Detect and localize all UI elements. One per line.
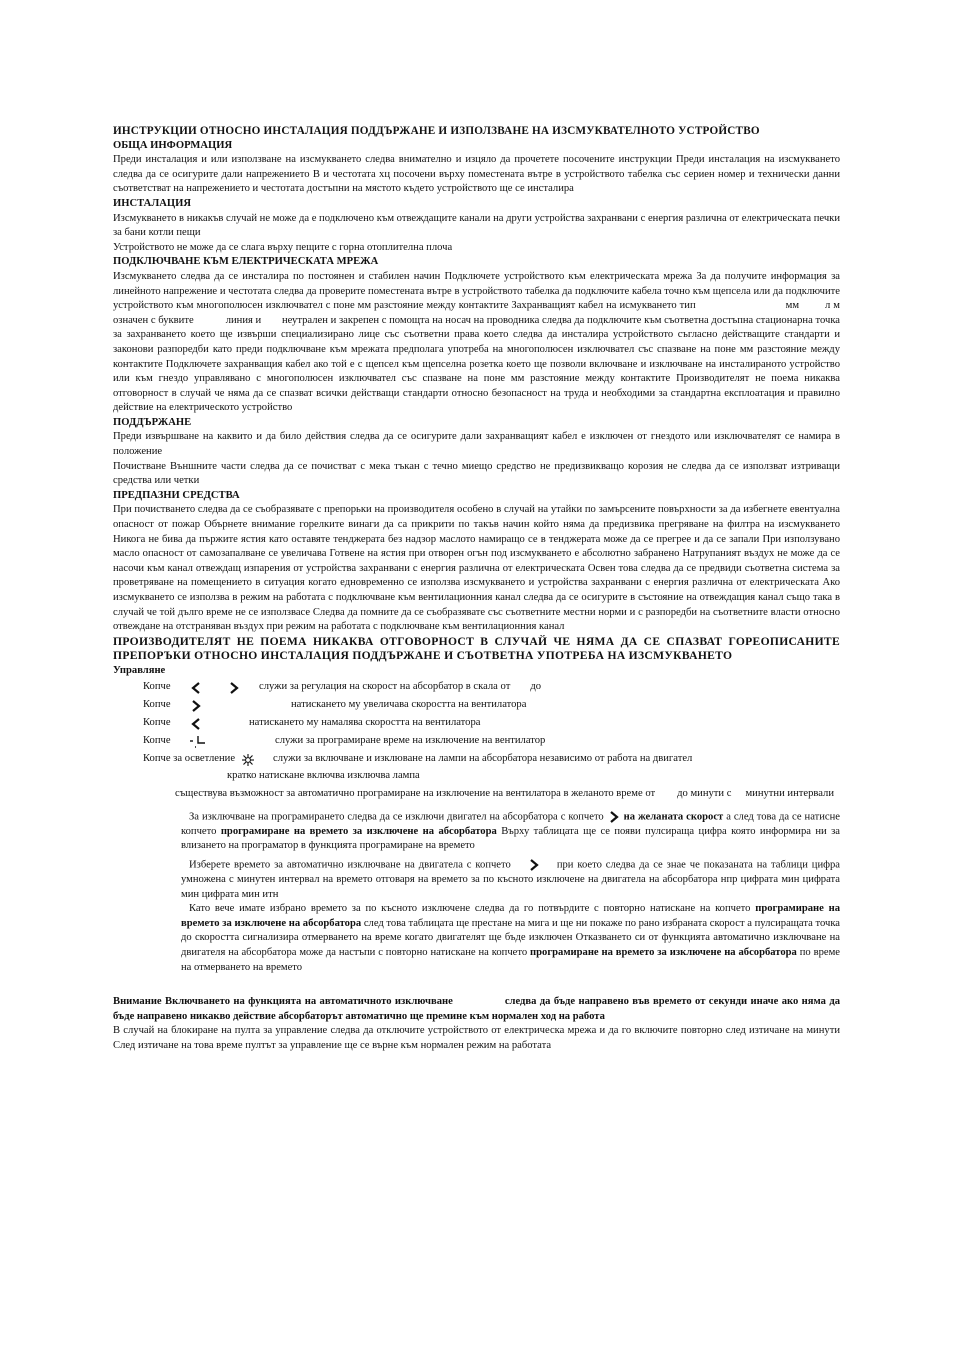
- control-row-increase: [143, 697, 840, 715]
- button-label: Копче: [143, 699, 171, 711]
- electric-text-b: мм: [785, 300, 800, 312]
- reset-text: В случай на блокиране на пулта за управление следва да отключите устройството от електрическа мрежа и да го включите повторно след изтичане на минути След изтичане на това време пултът за управление ще се върне към нормален режим на работата: [113, 1025, 840, 1051]
- spacer: [113, 975, 840, 995]
- step2-a: Изберете времето за автоматично изключване на двигатела с копчето: [189, 859, 511, 871]
- step3-b: програмиране на времето за изключене на абсорбатора: [181, 903, 840, 929]
- chevron-left-icon: [189, 717, 203, 731]
- chevron-right-icon: [607, 810, 621, 824]
- chevron-right-icon: [527, 858, 541, 872]
- general-info-text: Преди инсталация и или използване на изсмукването следва внимателно и изцяло да прочетете посочените инструкции Преди инсталация на изсмукването следва да се осигурите дали напрежението В и честотата хц посочени върху поместената вътре в устройството табелка със сериен номер и технически данни съответстват на напрежението и честотата достъпни на мястото където устройството ще се инсталира: [113, 154, 840, 195]
- light-desc: служи за включване и изклюване на лампи на абсорбатора независимо от работа на двигател: [273, 753, 693, 765]
- timer-intro-d: минутни интервали: [745, 788, 834, 800]
- step1-a: За изключване на програмирането следва да се изключи двигател на абсорбатора с копчето: [189, 811, 604, 823]
- precautions-text: При почистването следва да се съобразявате с препорьки на производителя особено в случай на утайки по замърсените повърхности за да избегнете евентуална опасност от пожар Обърнете внимание горелките винаги да са прикрити по такъв начин който няма да предизвика прегряване на филтра на изсмукването Никога не бива да пържите ястия като оставяте тенджерата без надзор маслото намиращо се в тенджерата може да се прегрее и да се запали При използувано масло опасност от самозапалване се увеличава Готвене на ястия при отворен огън под изсмукването е абсолютно забранено Натрупаният въздух не може да се насочи към канал отвеждащ изпарения от устройства захранвани с енергия различна от електрическата Освен това следва да се предвиди съответна система за проветряване на помещението в ситуация когато едновременно се използва изсмукването и устройства захранвани с енергия различна от електрическата Ако изсмукването се използва в режим на работата с подключване към вентилационния канал следва да се осигурите в състояние на отвеждащия канал също така в случай че той дълго време не се използвасе Следва да помните да се съобразявате със съответните местни норми и с разпоредби на съответните власти относно отвеждане на отстраняван въздух при режим на работата с подключване към вентилационния канал: [113, 504, 840, 633]
- button-label: Копче: [143, 735, 171, 747]
- step3-e: по време на отмерването на времето: [181, 946, 840, 973]
- step3-a: Като вече имате избрано времето за по късното изключене следва да го потвърдите с повторно натискане на копчето: [189, 903, 751, 915]
- chevron-right-icon: [227, 681, 241, 695]
- timer-intro-c: минути с: [690, 788, 732, 800]
- general-info-heading: ОБЩА ИНФОРМАЦИЯ: [113, 139, 233, 151]
- timer-step-3: [181, 902, 840, 975]
- document-title: ИНСТРУКЦИИ ОТНОСНО ИНСТАЛАЦИЯ ПОДДЪРЖАНЕ И ИЗПОЛЗВАНЕ НА ИЗСМУКВАТЕЛНОТО УСТРОЙСТВО: [113, 125, 760, 137]
- step3-d: програмиране на времето за изключене на абсорбатора: [530, 946, 797, 958]
- timer-step-1: [181, 810, 840, 854]
- control-row-light: [143, 751, 840, 769]
- control-row-timer: [143, 733, 840, 751]
- timer-intro-b: до: [677, 788, 688, 800]
- control-row-decrease: [143, 715, 840, 733]
- button-label: Копче: [143, 681, 171, 693]
- installation-text-2: Устройството не може да се слага върху пещите с горна отоплителна плоча: [113, 241, 453, 253]
- step3-c: след това таблицата ще престане на мига и ще ни покаже по рано избраната скорост а пулсиращата точка до скоростта сигнализира отмерването на време когато двигателят ще бъде изключен Отказването си от функцията автоматично изключване на двигателя на абсорбатора може да настъпи с повторно натискане на копчето: [181, 917, 841, 958]
- maintenance-text-1: Преди извършване на каквито и да било действия следва да се осигурите дали захранващият кабел е изключен от гнездото или изключвателят се намира в положение: [113, 431, 840, 458]
- control-desc: служи за регулация на скорост на абсорбатор в скала от: [259, 681, 511, 693]
- attention-text-a: Внимание Включването на функцията на автоматичното изключване: [113, 996, 453, 1008]
- step1-e: Върху таблицата ще се появи пулсираща цифра която информира ни за влизането на програматор в функцията програмиране на времето: [181, 825, 840, 852]
- timer-intro: [143, 787, 840, 802]
- light-button-label: Копче за осветление: [143, 753, 236, 765]
- step1-d: програмиране на времето за изключене на абсорбатора: [220, 825, 497, 837]
- attention-text: [113, 995, 840, 1024]
- timer-intro-a: съществува възможност за автоматично програмиране на изключение на вентилатора в желаното време от: [175, 788, 656, 800]
- electric-text-a: Изсмукването следва да се инсталира по постоянен и стабилен начин Подключете устройството към електрическата мрежа За да получите информация за линейното напрежение и честотата следва да проверите поместената вътре в устройството табелка да подключите кабела точно към щепсела или да подключите устройството към многополюсен изключвател с поне мм разстояние между контактите Захранващият кабел на исмукването тип: [113, 270, 840, 312]
- light-desc-2: кратко натискане включва изключва лампа: [227, 769, 420, 781]
- electric-heading: ПОДКЛЮЧВАНЕ КЪМ ЕЛЕКТРИЧЕСКАТА МРЕЖА: [113, 256, 379, 268]
- electric-text: [113, 270, 840, 416]
- maintenance-text-2: Почистване Външните части следва да се почистват с мека тъкан с течно миещо средство не предизвикващо корозия не следва да се използват изтриващи средства или четки: [113, 460, 840, 487]
- electric-text-c: л м означен с буквите: [113, 300, 840, 326]
- control-desc: натискането му увеличава скоростта на вентилатора: [291, 699, 527, 711]
- control-desc: служи за програмиране време на изключение на вентилатор: [275, 735, 546, 747]
- electric-text-d: линия и: [225, 314, 262, 326]
- installation-heading: ИНСТАЛАЦИЯ: [113, 197, 191, 209]
- chevron-right-icon: [189, 699, 203, 713]
- instruction-page: [113, 124, 840, 1054]
- installation-text-1: Изсмукването в никакъв случай не може да е подключено към отвеждащите канали на други устройства захранвани с енергия различна от електрическата печки за бани котли пещи: [113, 212, 840, 239]
- liability-warning: ПРОИЗВОДИТЕЛЯТ НЕ ПОЕМА НИКАКВА ОТГОВОРНОСТ В СЛУЧАЙ ЧЕ НЯМА ДА СЕ СПАЗВАТ ГОРЕОПИСАНИТЕ ПРЕПОРЪКИ ОТНОСНО ИНСТАЛАЦИЯ ПОДДЪРЖАНЕ И СЪОТВЕТНА УПОТРЕБА НА ИЗСМУКВАНЕТО: [113, 634, 840, 663]
- control-desc-tail: до: [530, 681, 542, 693]
- timer-icon: [189, 735, 207, 749]
- controls-heading: Управляне: [113, 664, 166, 676]
- attention-text-b: следва да бъде направено във времето от секунди иначе ако няма да бъде направено никакво действие абсорбаторът автоматично ще премине към нормален ход на работа: [113, 996, 840, 1022]
- control-row-speed: [143, 679, 840, 697]
- step2-b: при което следва да се знае че показаната на таблици цифра умножена с минутен интервал на времето отговаря на времето за по късното изключене на двигатела на абсорбатора нпр цифрата мин цифрата мин цифрата мин итн: [181, 859, 840, 900]
- light-icon: [241, 753, 255, 767]
- button-label: Копче: [143, 717, 171, 729]
- maintenance-heading: ПОДДЪРЖАНЕ: [113, 416, 192, 428]
- control-desc: натискането му намалява скоростта на вентилатора: [249, 717, 481, 729]
- step1-b: на желаната скорост: [623, 811, 724, 823]
- precautions-heading: ПРЕДПАЗНИ СРЕДСТВА: [113, 489, 240, 501]
- chevron-left-icon: [189, 681, 203, 695]
- timer-step-2: [181, 858, 840, 902]
- step1-c: а след това да се натисне копчето: [181, 811, 840, 837]
- electric-text-e: неутрален и закрепен с помощта на носач на проводника следва да подключите към съответна достъпна стационарна точка за захранването което ще извърши специализирано лице със съответни права което следва да инсталира устройството съгласно действащите стандарти и законови разпоредби като преди подключване към мрежата предполага употреба на многополюсен изключвател със спазване на поне мм разстояние между контактите Подключете захранващия кабел ако той е с щепсел към щепселна розетка което ще позволи включване и изключване на инсталираното устройство или към гнездо управлявано с многополюсен изключвател със спазване на поне мм разстояние между контактите Производителят не поема никаква отговорност в случай че няма да се спазват всички действащи стандарти относно безопасност на труда и необходими за стандартна експлоатация и правилно действие на електрическото устройство: [113, 314, 841, 414]
